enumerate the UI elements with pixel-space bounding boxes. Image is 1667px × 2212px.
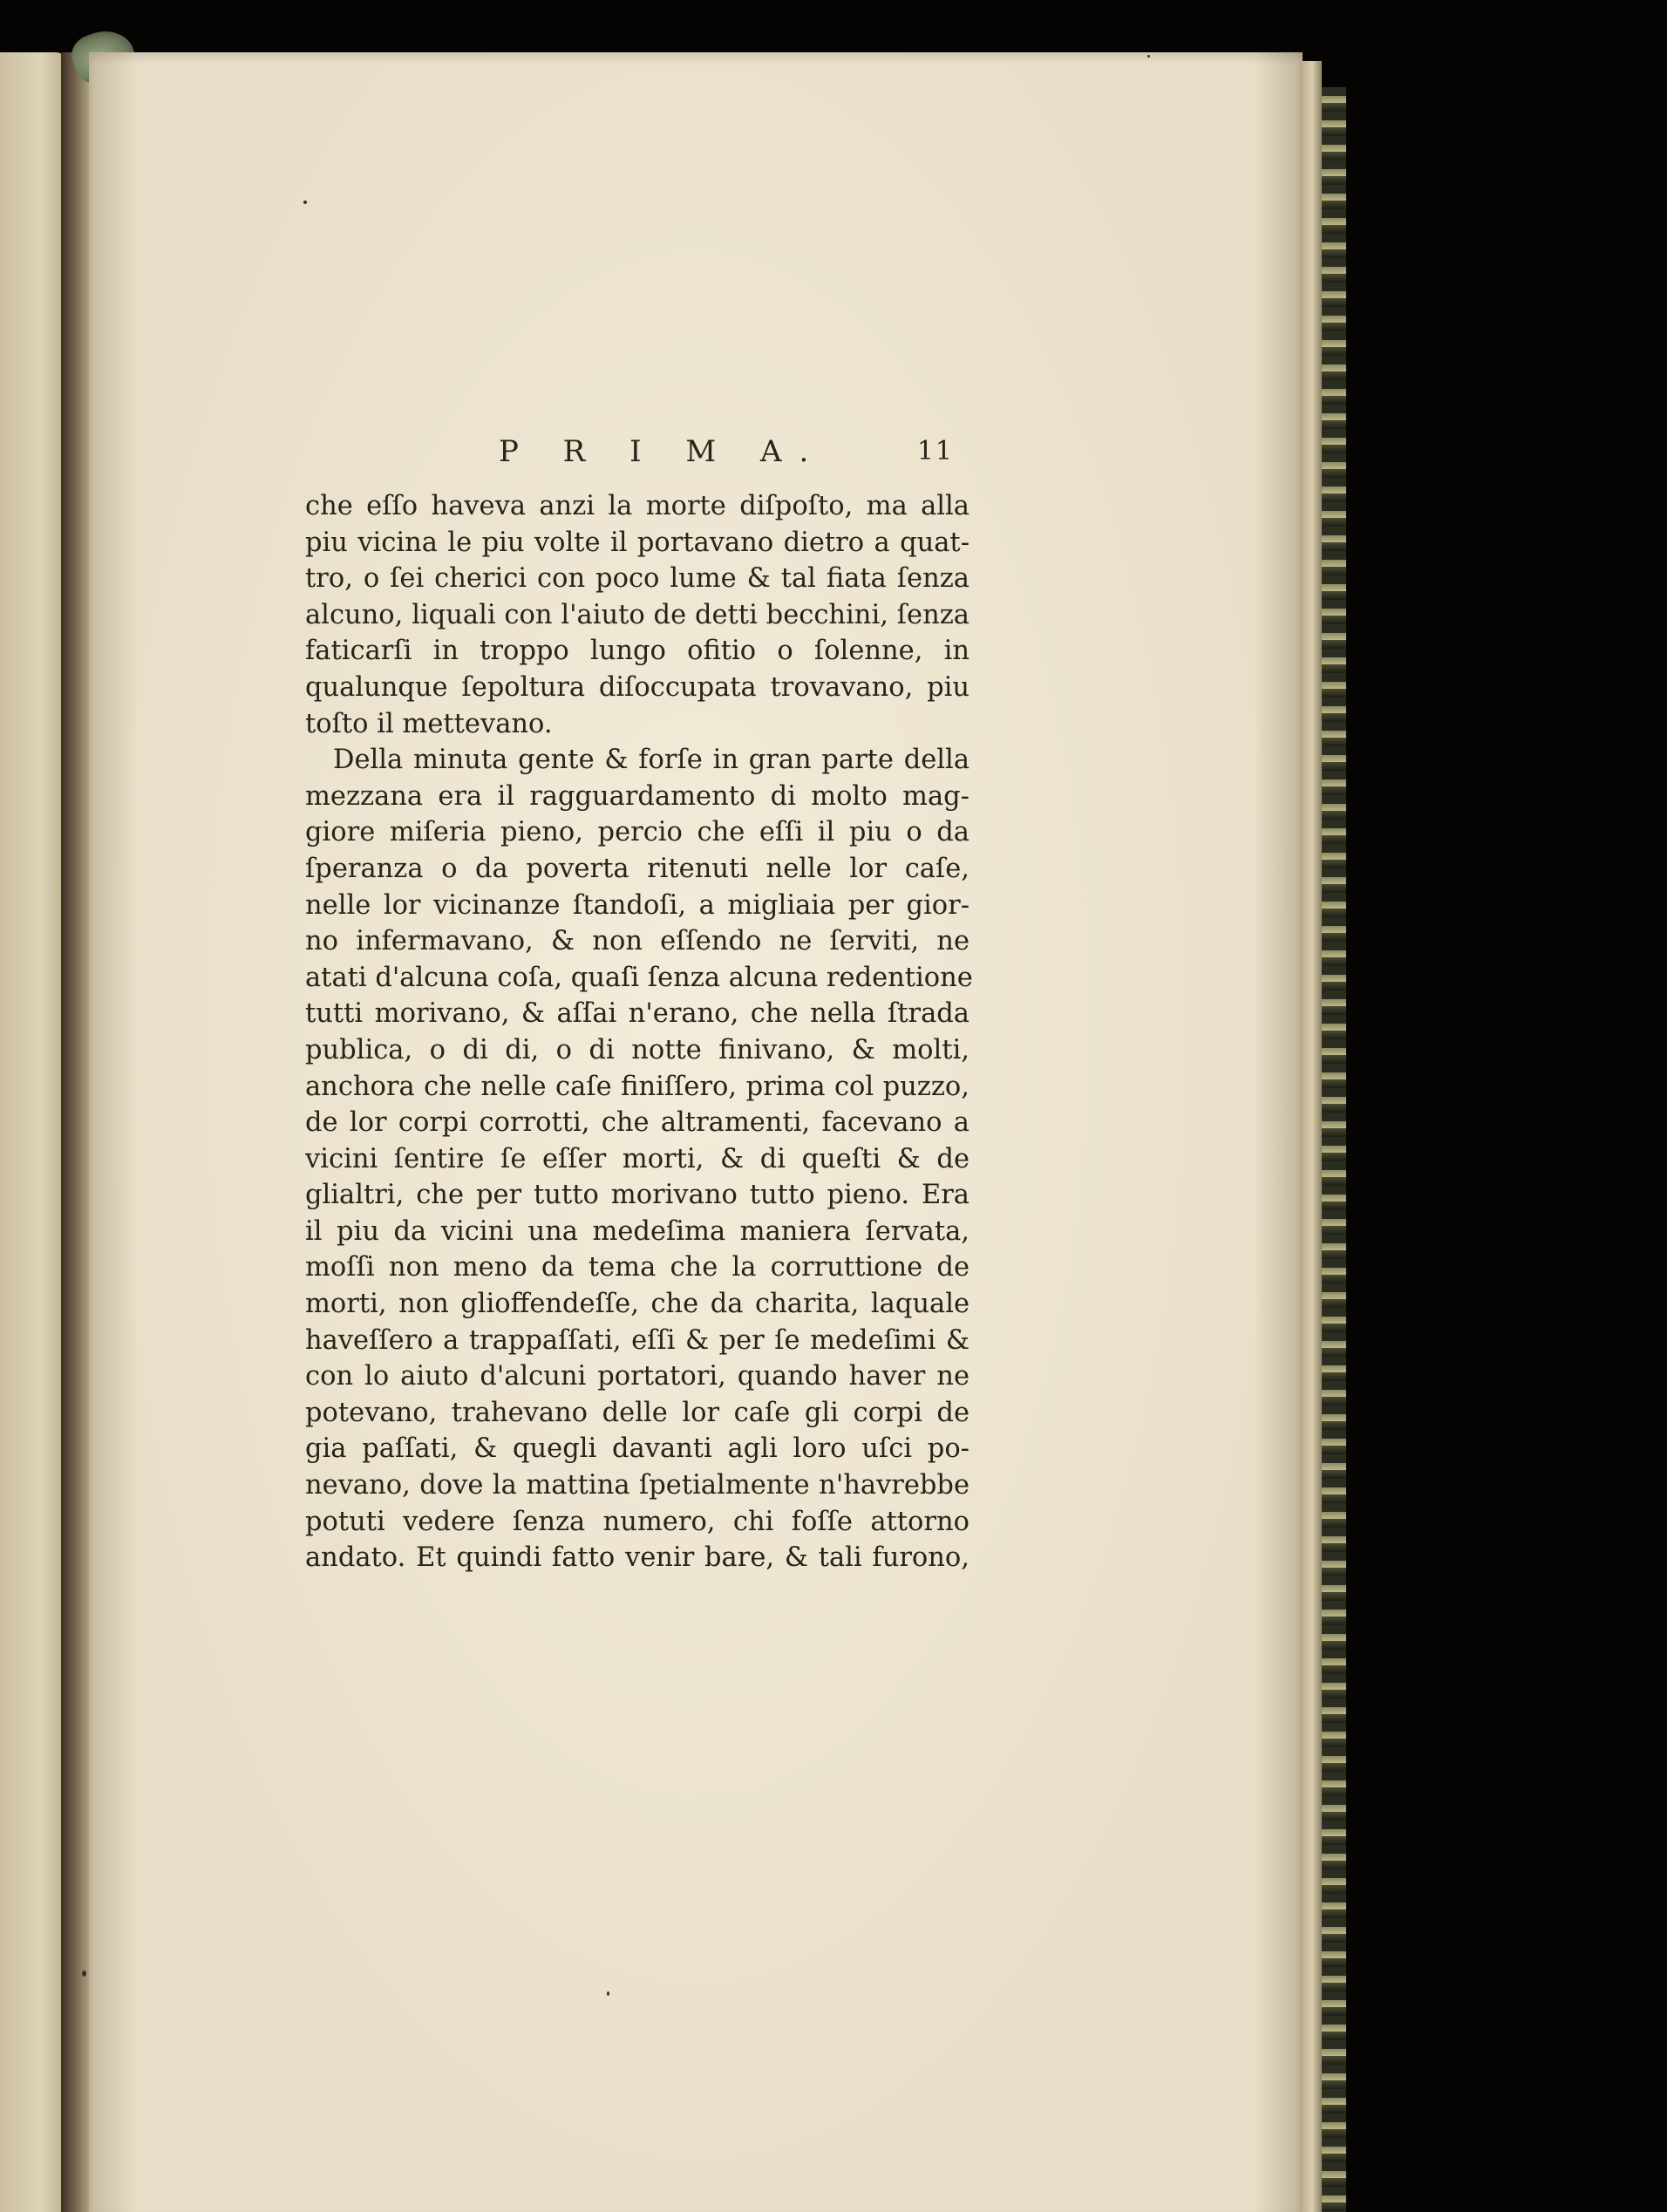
text-line: con lo aiuto d'alcuni portatori, quando haver ne — [305, 1361, 970, 1392]
text-line: ſperanza o da poverta ritenuti nelle lor caſe, — [305, 853, 970, 884]
paragraph-2 — [305, 742, 973, 1576]
text-line: glialtri, che per tutto morivano tutto pieno. Era — [305, 1180, 970, 1211]
page-number: 11 — [916, 436, 954, 466]
text-line: tro, o ſei cherici con poco lume & tal fiata ſenza — [305, 563, 970, 595]
text-line: il piu da vicini una medeſima maniera ſervata, — [305, 1215, 970, 1247]
text-line: vicini ſentire ſe eſſer morti, & di queſti & de — [305, 1143, 970, 1174]
text-line: publica, o di di, o di notte finivano, & molti, — [305, 1034, 970, 1065]
text-line: atati d'alcuna coſa, quaſi ſenza alcuna redentione — [305, 962, 973, 993]
text-line: nevano, dove la mattina ſpetialmente n'havrebbe — [305, 1470, 970, 1501]
text-line: toſto il mettevano. — [305, 708, 553, 739]
page-text-block — [305, 434, 973, 1576]
text-line: andato. Et quindi fatto venir bare, & tali furono, — [305, 1542, 970, 1574]
text-line: alcuno, liquali con l'aiuto de detti becchini, ſenza — [305, 599, 970, 630]
text-line: de lor corpi corrotti, che altramenti, facevano a — [305, 1107, 970, 1139]
text-line: potevano, trahevano delle lor caſe gli corpi de — [305, 1397, 970, 1428]
gilt-spine-decoration — [1322, 87, 1346, 2212]
running-head-title: P R I M A. — [499, 434, 827, 469]
text-line: morti, non glioffendeſſe, che da charita, laquale — [305, 1289, 970, 1320]
text-line: piu vicina le piu volte il portavano dietro a quat- — [305, 527, 970, 558]
text-line: potuti vedere ſenza numero, chi foſſe attorno — [305, 1506, 970, 1537]
paragraph-1 — [305, 488, 970, 742]
text-line: giore miſeria pieno, percio che eſſi il piu o da — [305, 817, 970, 848]
text-line: nelle lor vicinanze ſtandoſi, a migliaia per gior- — [305, 889, 970, 921]
text-line: tutti morivano, & aſſai n'erano, che nella ſtrada — [305, 998, 970, 1030]
previous-page-edge — [0, 52, 68, 2212]
text-line: gia paſſati, & quegli davanti agli loro uſci po- — [305, 1433, 970, 1465]
running-head — [305, 434, 970, 480]
text-line: mezzana era il ragguardamento di molto mag- — [305, 780, 970, 812]
text-line: faticarſi in troppo lungo ofitio o ſolenne, in — [305, 636, 970, 667]
text-line: no infermavano, & non eſſendo ne ſerviti, ne — [305, 926, 970, 957]
text-line: qualunque ſepoltura diſoccupata trovavano, piu — [305, 671, 970, 703]
text-line: haveſſero a trappaſſati, eſſi & per ſe medeſimi & — [305, 1324, 970, 1356]
text-line: che eſſo haveva anzi la morte diſpoſto, ma alla — [305, 491, 970, 521]
page-fore-edge — [1303, 61, 1322, 2212]
text-line: anchora che nelle caſe finiſſero, prima col puzzo, — [305, 1071, 970, 1102]
text-line: Della minuta gente & forſe in gran parte della — [333, 745, 970, 776]
text-line: moſſi non meno da tema che la corruttione de — [305, 1252, 970, 1283]
